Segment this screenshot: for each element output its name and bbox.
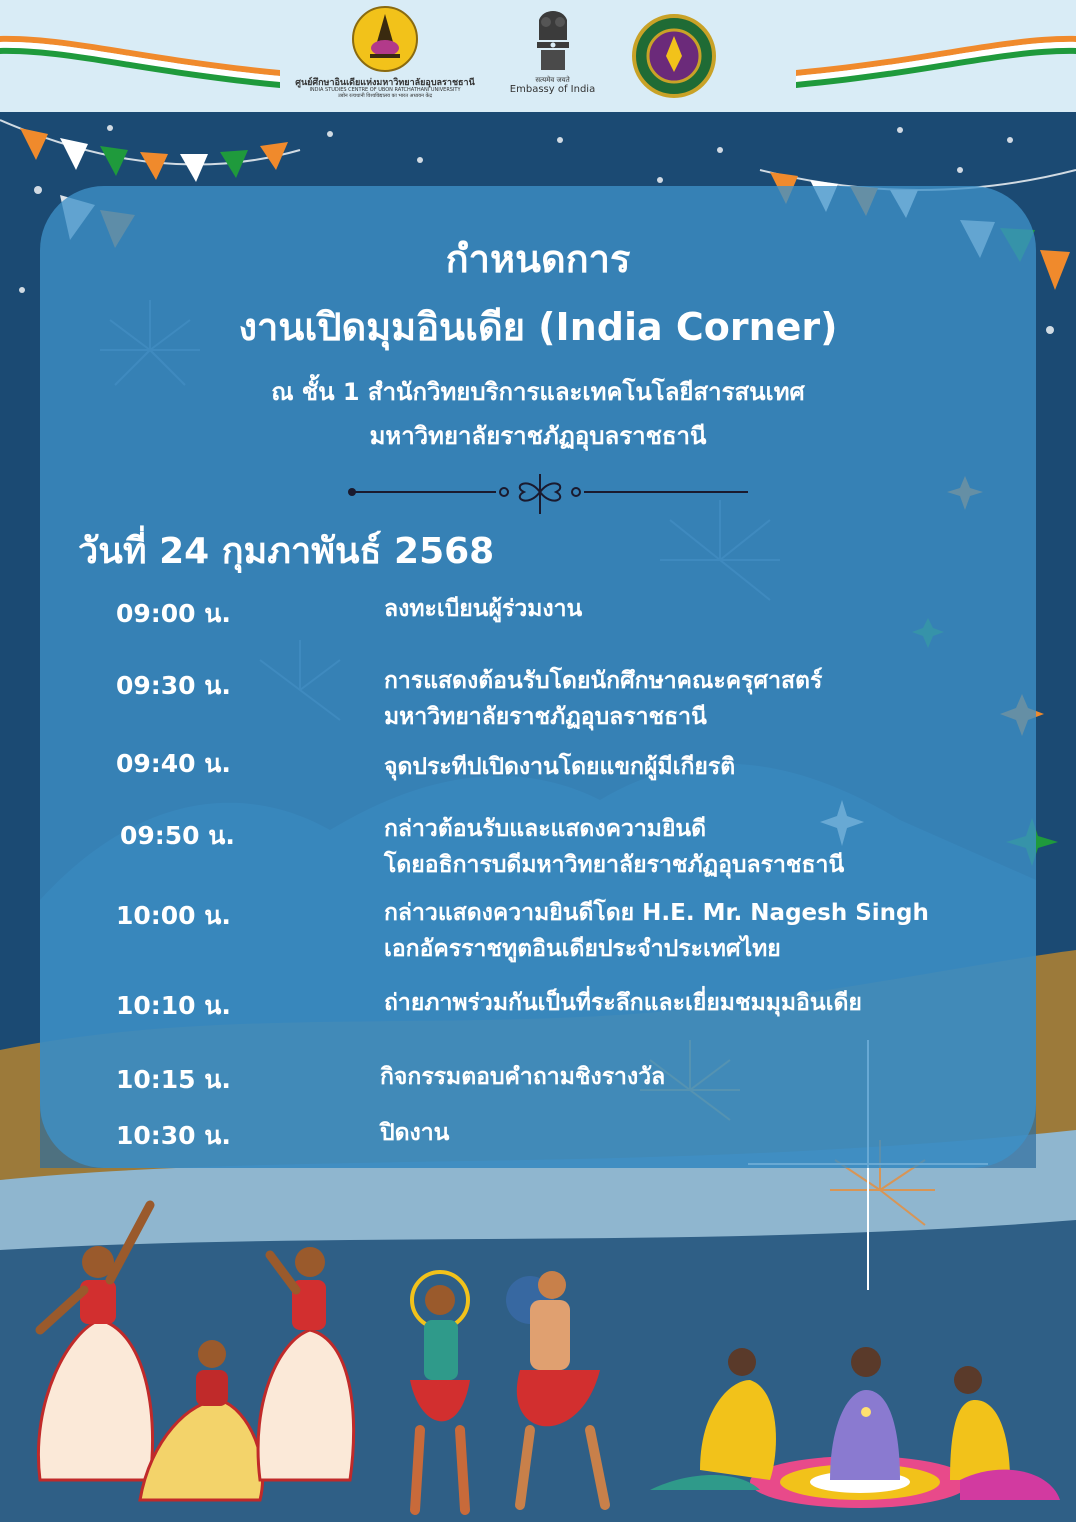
title-line-1: กำหนดการ	[445, 237, 631, 281]
schedule-activity-continued: โดยอธิการบดีมหาวิทยาลัยราชภัฏอุบลราชธานี	[384, 852, 845, 878]
university-logo-block	[632, 4, 716, 112]
india-studies-centre-logo-block	[285, 4, 485, 100]
dancers-illustration	[0, 1185, 1076, 1522]
venue-line-2: มหาวิทยาลัยราชภัฏอุบลราชธานี	[369, 422, 707, 450]
schedule-activity: กิจกรรมตอบคำถามชิงรางวัล	[380, 1064, 666, 1090]
header	[0, 0, 1076, 112]
isc-caption-english: INDIA STUDIES CENTRE OF UBON RATCHATHANI UNIVERSITY	[309, 87, 461, 94]
schedule-activity-continued: เอกอัครราชทูตอินเดียประจำประเทศไทย	[384, 936, 781, 962]
schedule-time: 10:10 น.	[116, 991, 231, 1020]
schedule-time: 09:50 น.	[120, 821, 235, 850]
embassy-motto: सत्यमेव जयते	[535, 76, 570, 84]
university-seal-icon	[632, 4, 716, 108]
schedule-time: 10:30 น.	[116, 1121, 231, 1150]
schedule-activity: กล่าวแสดงความยินดีโดย H.E. Mr. Nagesh Singh	[384, 900, 929, 926]
dancer-figure-kneeling	[140, 1340, 263, 1500]
isc-logo-icon	[350, 4, 420, 74]
schedule-activity: การแสดงต้อนรับโดยนักศึกษาคณะครุศาสตร์	[384, 668, 823, 694]
dancer-figure-left	[38, 1205, 152, 1480]
schedule-activity: ลงทะเบียนผู้ร่วมงาน	[384, 596, 583, 622]
schedule-activity: กล่าวต้อนรับและแสดงความยินดี	[384, 816, 707, 842]
embassy-logo-block	[505, 4, 600, 96]
title-line-2: งานเปิดมุมอินเดีย (India Corner)	[238, 305, 838, 349]
event-date: วันที่ 24 กุมภาพันธ์ 2568	[78, 531, 495, 572]
ashoka-emblem-icon	[529, 4, 577, 74]
isc-caption-hindi: उबोन रत्चथानी विश्वविद्यालय का भारत अध्ययन केंद्र	[337, 93, 433, 100]
flag-ribbon-right	[796, 30, 1076, 90]
schedule-time: 09:40 น.	[116, 749, 231, 778]
isc-caption-thai: ศูนย์ศึกษาอินเดียแห่งมหาวิทยาลัยอุบลราชธานี	[295, 78, 475, 88]
rangoli-group	[650, 1347, 1060, 1508]
venue-line-1: ณ ชั้น 1 สำนักวิทยบริการและเทคโนโลยีสารสนเทศ	[271, 378, 805, 406]
schedule-time: 10:00 น.	[116, 901, 231, 930]
schedule-time: 09:00 น.	[116, 599, 231, 628]
ornamental-divider	[328, 472, 752, 516]
schedule-time: 09:30 น.	[116, 671, 231, 700]
schedule-activity: จุดประทีปเปิดงานโดยแขกผู้มีเกียรติ	[384, 754, 736, 780]
dancer-pair-center	[410, 1271, 605, 1510]
embassy-name: Embassy of India	[509, 84, 596, 96]
dancer-figure-center-left	[258, 1247, 354, 1480]
schedule-time: 10:15 น.	[116, 1065, 231, 1094]
flag-ribbon-left	[0, 30, 280, 90]
schedule-activity: ถ่ายภาพร่วมกันเป็นที่ระลึกและเยี่ยมชมมุมอินเดีย	[384, 990, 862, 1016]
schedule-activity: ปิดงาน	[380, 1120, 450, 1146]
schedule-activity-continued: มหาวิทยาลัยราชภัฏอุบลราชธานี	[384, 704, 707, 730]
